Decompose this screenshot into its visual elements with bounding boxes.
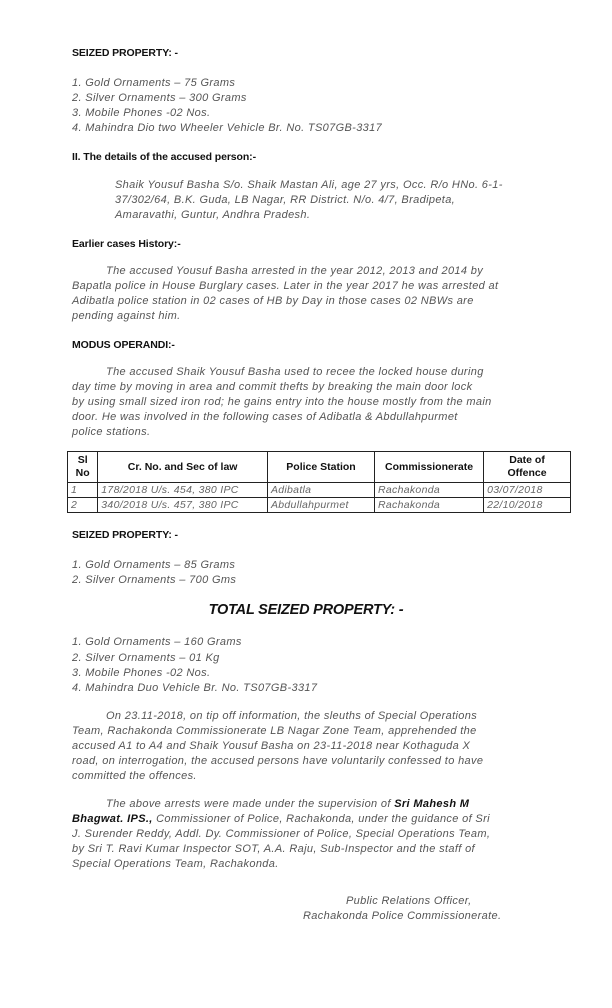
- column-header-date: Date of Offence: [484, 452, 571, 483]
- signature-office: Rachakonda Police Commissionerate.: [303, 910, 502, 922]
- accused-details-heading: II. The details of the accused person:-: [72, 151, 256, 163]
- text-line: J. Surender Reddy, Addl. Dy. Commissioner of Police, Special Operations Team,: [72, 828, 491, 840]
- text-line: Team, Rachakonda Commissionerate LB Nagar Zone Team, apprehended the: [72, 725, 477, 737]
- column-header-commissionerate: Commissionerate: [375, 452, 484, 483]
- text-line: Bapatla police in House Burglary cases. Later in the year 2017 he was arrested at: [72, 280, 499, 292]
- cell-date: 22/10/2018: [484, 498, 571, 513]
- cell-commissionerate: Rachakonda: [375, 498, 484, 513]
- text-line: Special Operations Team, Rachakonda.: [72, 858, 279, 870]
- earlier-cases-heading: Earlier cases History:-: [72, 238, 181, 250]
- total-seized-heading: TOTAL SEIZED PROPERTY: -: [208, 602, 404, 618]
- seized-item: 1. Gold Ornaments – 75 Grams: [72, 77, 236, 89]
- column-header-police-station: Police Station: [267, 452, 374, 483]
- text-line: accused A1 to A4 and Shaik Yousuf Basha on 23-11-2018 near Kothaguda X: [72, 740, 471, 752]
- text-line: by using small sized iron rod; he gains entry into the house mostly from the main: [72, 396, 492, 408]
- seized-item: 1. Gold Ornaments – 85 Grams: [72, 559, 236, 571]
- text-line: by Sri T. Ravi Kumar Inspector SOT, A.A. Raju, Sub-Inspector and the staff of: [72, 843, 475, 855]
- text-line: committed the offences.: [72, 770, 197, 782]
- seized-item: 2. Silver Ornaments – 300 Grams: [72, 92, 247, 104]
- cell-crno: 178/2018 U/s. 454, 380 IPC: [98, 483, 268, 498]
- text-line: On 23.11-2018, on tip off information, the sleuths of Special Operations: [106, 710, 478, 722]
- table-row: [68, 498, 571, 513]
- cell-commissionerate: Rachakonda: [375, 483, 484, 498]
- text-line: road, on interrogation, the accused persons have voluntarily confessed to have: [72, 755, 484, 767]
- column-header-crno: Cr. No. and Sec of law: [98, 452, 268, 483]
- signature-title: Public Relations Officer,: [346, 895, 472, 907]
- cases-table: [67, 451, 571, 513]
- text-line: pending against him.: [72, 310, 181, 322]
- cell-sl: 1: [68, 483, 98, 498]
- seized-item: 3. Mobile Phones -02 Nos.: [72, 107, 211, 119]
- table-header-row: [68, 452, 571, 483]
- modus-operandi-heading: MODUS OPERANDI:-: [72, 339, 175, 351]
- text-line: door. He was involved in the following cases of Adibatla & Abdullahpurmet: [72, 411, 458, 423]
- supervision-paragraph: [72, 797, 539, 872]
- cell-police-station: Abdullahpurmet: [267, 498, 374, 513]
- text-line: Amaravathi, Guntur, Andhra Pradesh.: [115, 209, 311, 221]
- text-line: Shaik Yousuf Basha S/o. Shaik Mastan Ali, age 27 yrs, Occ. R/o HNo. 6-1-: [115, 179, 503, 191]
- text-line: Bhagwat. IPS., Commissioner of Police, Rachakonda, under the guidance of Sri: [72, 813, 490, 825]
- cell-crno: 340/2018 U/s. 457, 380 IPC: [98, 498, 268, 513]
- cell-date: 03/07/2018: [484, 483, 571, 498]
- earlier-cases-text: [72, 264, 539, 324]
- commissioner-name: Sri Mahesh M: [394, 798, 470, 810]
- table-row: [68, 483, 571, 498]
- cell-sl: 2: [68, 498, 98, 513]
- cell-police-station: Adibatla: [267, 483, 374, 498]
- text-line: police stations.: [72, 426, 151, 438]
- seized-property-heading-2: SEIZED PROPERTY: -: [72, 529, 178, 541]
- text-line: The above arrests were made under the supervision of Sri Mahesh M: [106, 798, 470, 810]
- seized-item: 2. Silver Ornaments – 700 Gms: [72, 574, 237, 586]
- total-item: 2. Silver Ornaments – 01 Kg: [72, 652, 220, 664]
- total-item: 4. Mahindra Duo Vehicle Br. No. TS07GB-3317: [72, 682, 318, 694]
- modus-operandi-text: [72, 365, 539, 440]
- column-header-sl: Sl No: [68, 452, 98, 483]
- accused-details-text: [115, 178, 539, 223]
- seized-property-heading: SEIZED PROPERTY: -: [72, 47, 178, 59]
- text-line: day time by moving in area and commit thefts by breaking the main door lock: [72, 381, 473, 393]
- text-line: Adibatla police station in 02 cases of HB by Day in those cases 02 NBWs are: [72, 295, 474, 307]
- operation-paragraph: [72, 709, 539, 784]
- seized-item: 4. Mahindra Dio two Wheeler Vehicle Br. No. TS07GB-3317: [72, 122, 383, 134]
- text-line: 37/302/64, B.K. Guda, LB Nagar, RR District. N/o. 4/7, Bradipeta,: [115, 194, 456, 206]
- total-item: 3. Mobile Phones -02 Nos.: [72, 667, 211, 679]
- text-line: The accused Yousuf Basha arrested in the year 2012, 2013 and 2014 by: [106, 265, 484, 277]
- text-line: The accused Shaik Yousuf Basha used to recee the locked house during: [106, 366, 484, 378]
- total-item: 1. Gold Ornaments – 160 Grams: [72, 636, 242, 648]
